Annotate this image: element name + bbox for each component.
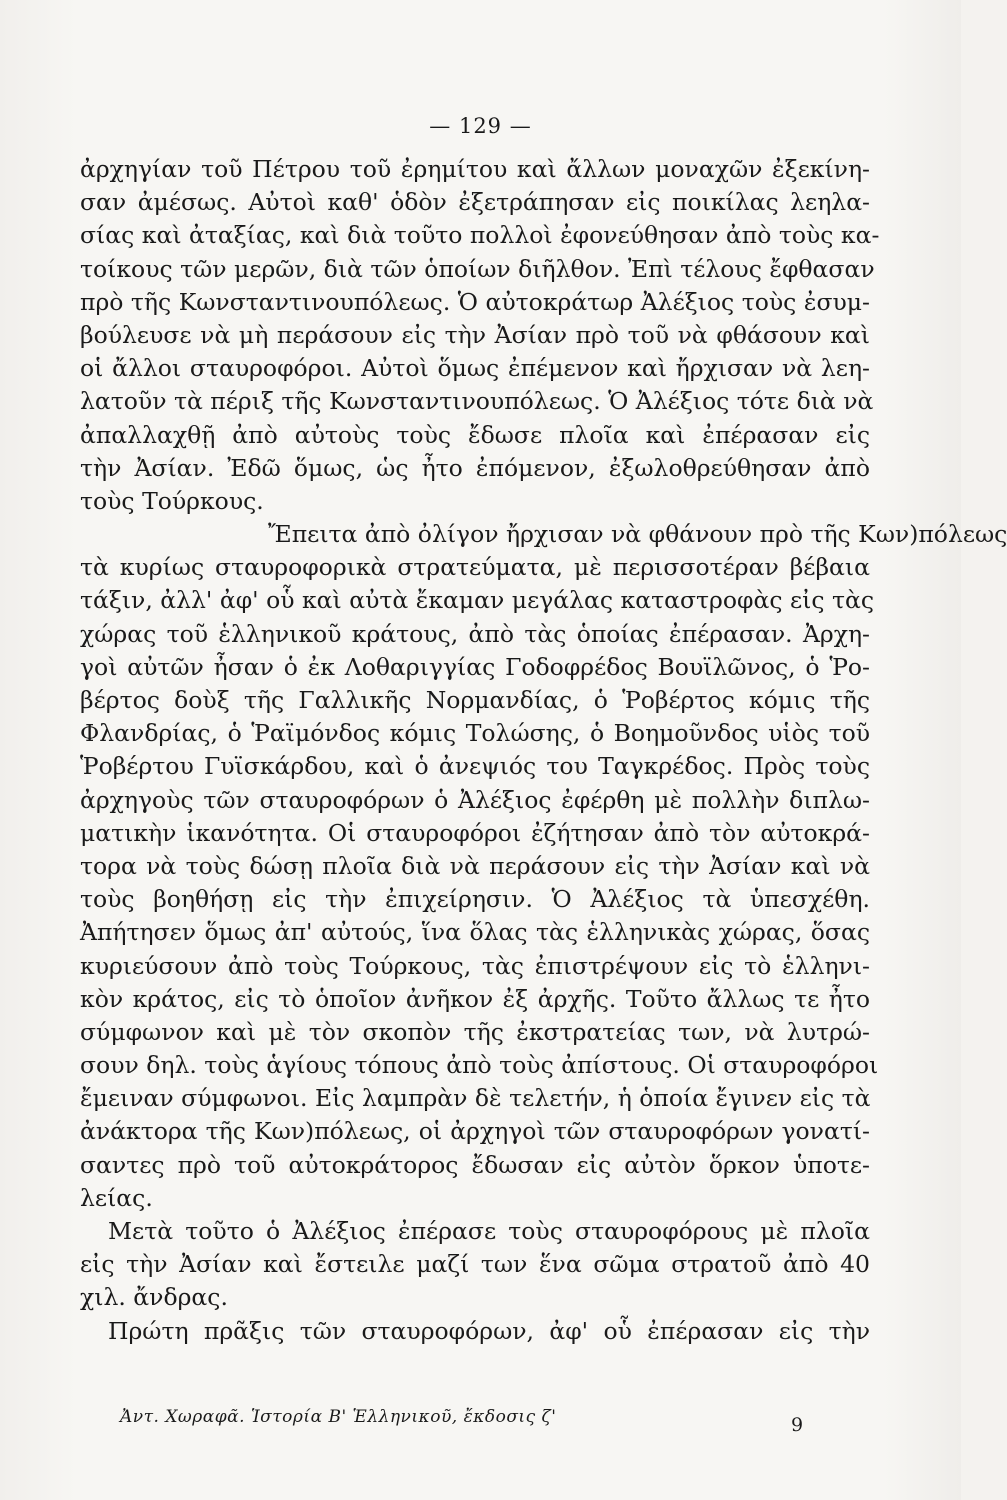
text-line: σύμφωνον καὶ μὲ τὸν σκοπὸν τῆς ἐκστρατείας των, νὰ λυτρώ- bbox=[80, 1017, 870, 1046]
text-line: τορα νὰ τοὺς δώσῃ πλοῖα διὰ νὰ περάσουν εἰς τὴν Ἀσίαν καὶ νὰ bbox=[80, 851, 870, 880]
text-line: Ἀπήτησεν ὅμως ἀπ' αὐτούς, ἵνα ὅλας τὰς ἑλληνικὰς χώρας, ὅσας bbox=[80, 918, 870, 947]
text-line: σουν δηλ. τοὺς ἁγίους τόπους ἀπὸ τοὺς ἀπίστους. Οἱ σταυροφόροι bbox=[80, 1051, 879, 1080]
text-line: λατοῦν τὰ πέριξ τῆς Κωνσταντινουπόλεως. Ὁ Ἀλέξιος τότε διὰ νὰ bbox=[80, 387, 874, 416]
text-line: σαν ἀμέσως. Αὐτοὶ καθ' ὁδὸν ἐξετράπησαν εἰς ποικίλας λεηλα- bbox=[80, 188, 870, 217]
text-line: ἀρχηγίαν τοῦ Πέτρου τοῦ ἐρημίτου καὶ ἄλλων μοναχῶν ἐξεκίνη- bbox=[80, 155, 870, 183]
text-line: Μετὰ τοῦτο ὁ Ἀλέξιος ἐπέρασε τοὺς σταυροφόρους μὲ πλοῖα bbox=[108, 1217, 870, 1245]
text-line: τοίκους τῶν μερῶν, διὰ τῶν ὁποίων διῆλθον. Ἐπὶ τέλους ἔφθασαν bbox=[80, 254, 875, 283]
text-line: ἀρχηγοὺς τῶν σταυροφόρων ὁ Ἀλέξιος ἐφέρθη μὲ πολλὴν διπλω- bbox=[80, 785, 870, 814]
text-line: τὰ κυρίως σταυροφορικὰ στρατεύματα, μὲ περισσοτέραν βέβαια bbox=[80, 553, 870, 582]
text-line: ματικὴν ἱκανότητα. Οἱ σταυροφόροι ἐζήτησαν ἀπὸ τὸν αὐτοκρά- bbox=[80, 818, 870, 847]
text-line: χιλ. ἄνδρας. bbox=[80, 1283, 228, 1312]
text-line: γοὶ αὐτῶν ἦσαν ὁ ἐκ Λοθαριγγίας Γοδοφρέδος Βουϊλῶνος, ὁ Ῥο- bbox=[80, 652, 870, 681]
text-line: τὴν Ἀσίαν. Ἐδῶ ὅμως, ὡς ἦτο ἐπόμενον, ἐξωλοθρεύθησαν ἀπὸ bbox=[80, 453, 870, 482]
text-line: οἱ ἄλλοι σταυροφόροι. Αὐτοὶ ὅμως ἐπέμενον καὶ ἤρχισαν νὰ λεη- bbox=[80, 354, 870, 383]
text-line: βέρτος δοὺξ τῆς Γαλλικῆς Νορμανδίας, ὁ Ῥοβέρτος κόμις τῆς bbox=[80, 686, 870, 714]
text-line: τάξιν, ἀλλ' ἀφ' οὗ καὶ αὐτὰ ἔκαμαν μεγάλας καταστροφὰς εἰς τὰς bbox=[80, 586, 874, 615]
body-text bbox=[80, 153, 1007, 1348]
text-line: ἀνάκτορα τῆς Κων)πόλεως, οἱ ἀρχηγοὶ τῶν σταυροφόρων γονατί- bbox=[80, 1117, 870, 1146]
text-line: κυριεύσουν ἀπὸ τοὺς Τούρκους, τὰς ἐπιστρέψουν εἰς τὸ ἑλληνι- bbox=[80, 951, 870, 980]
text-line: πρὸ τῆς Κωνσταντινουπόλεως. Ὁ αὐτοκράτωρ Ἀλέξιος τοὺς ἐσυμ- bbox=[80, 287, 870, 316]
text-line: τοὺς Τούρκους. bbox=[80, 486, 264, 515]
footer-citation: Ἀντ. Χωραφᾶ. Ἱστορία Β' Ἑλληνικοῦ, ἔκδοσις ζ' bbox=[120, 1407, 557, 1427]
text-line: ἔμειναν σύμφωνοι. Εἰς λαμπρὰν δὲ τελετήν, ἡ ὁποία ἔγινεν εἰς τὰ bbox=[80, 1084, 871, 1113]
text-line: ἀπαλλαχθῇ ἀπὸ αὐτοὺς τοὺς ἔδωσε πλοῖα καὶ ἐπέρασαν εἰς bbox=[80, 420, 870, 449]
text-line: κὸν κράτος, εἰς τὸ ὁποῖον ἀνῆκον ἐξ ἀρχῆς. Τοῦτο ἄλλως τε ἦτο bbox=[80, 984, 870, 1013]
text-line: Πρώτη πρᾶξις τῶν σταυροφόρων, ἀφ' οὗ ἐπέρασαν εἰς τὴν bbox=[108, 1316, 870, 1345]
text-line: σαντες πρὸ τοῦ αὐτοκράτορος ἔδωσαν εἰς αὐτὸν ὅρκον ὑποτε- bbox=[80, 1150, 870, 1179]
text-line: Ἔπειτα ἀπὸ ὀλίγον ἤρχισαν νὰ φθάνουν πρὸ τῆς Κων)πόλεως bbox=[268, 520, 1007, 549]
text-line: εἰς τὴν Ἀσίαν καὶ ἔστειλε μαζί των ἕνα σῶμα στρατοῦ ἀπὸ 40 bbox=[80, 1250, 870, 1279]
text-line: λείας. bbox=[80, 1183, 153, 1212]
text-line: χώρας τοῦ ἑλληνικοῦ κράτους, ἀπὸ τὰς ὁποίας ἐπέρασαν. Ἀρχη- bbox=[80, 619, 870, 648]
text-line: βούλευσε νὰ μὴ περάσουν εἰς τὴν Ἀσίαν πρὸ τοῦ νὰ φθάσουν καὶ bbox=[80, 320, 870, 349]
text-line: τοὺς βοηθήσῃ εἰς τὴν ἐπιχείρησιν. Ὁ Ἀλέξιος τὰ ὑπεσχέθη. bbox=[80, 885, 870, 914]
text-line: Φλανδρίας, ὁ Ῥαϊμόνδος κόμις Τολώσης, ὁ Βοημοῦνδος υἱὸς τοῦ bbox=[80, 719, 870, 748]
text-line: σίας καὶ ἀταξίας, καὶ διὰ τοῦτο πολλοὶ ἐφονεύθησαν ἀπὸ τοὺς κα- bbox=[80, 221, 880, 250]
signature-mark: 9 bbox=[791, 1414, 804, 1436]
text-line: Ῥοβέρτου Γυϊσκάρδου, καὶ ὁ ἀνεψιός του Ταγκρέδος. Πρὸς τοὺς bbox=[80, 752, 870, 781]
page-number: — 129 — bbox=[429, 114, 532, 138]
